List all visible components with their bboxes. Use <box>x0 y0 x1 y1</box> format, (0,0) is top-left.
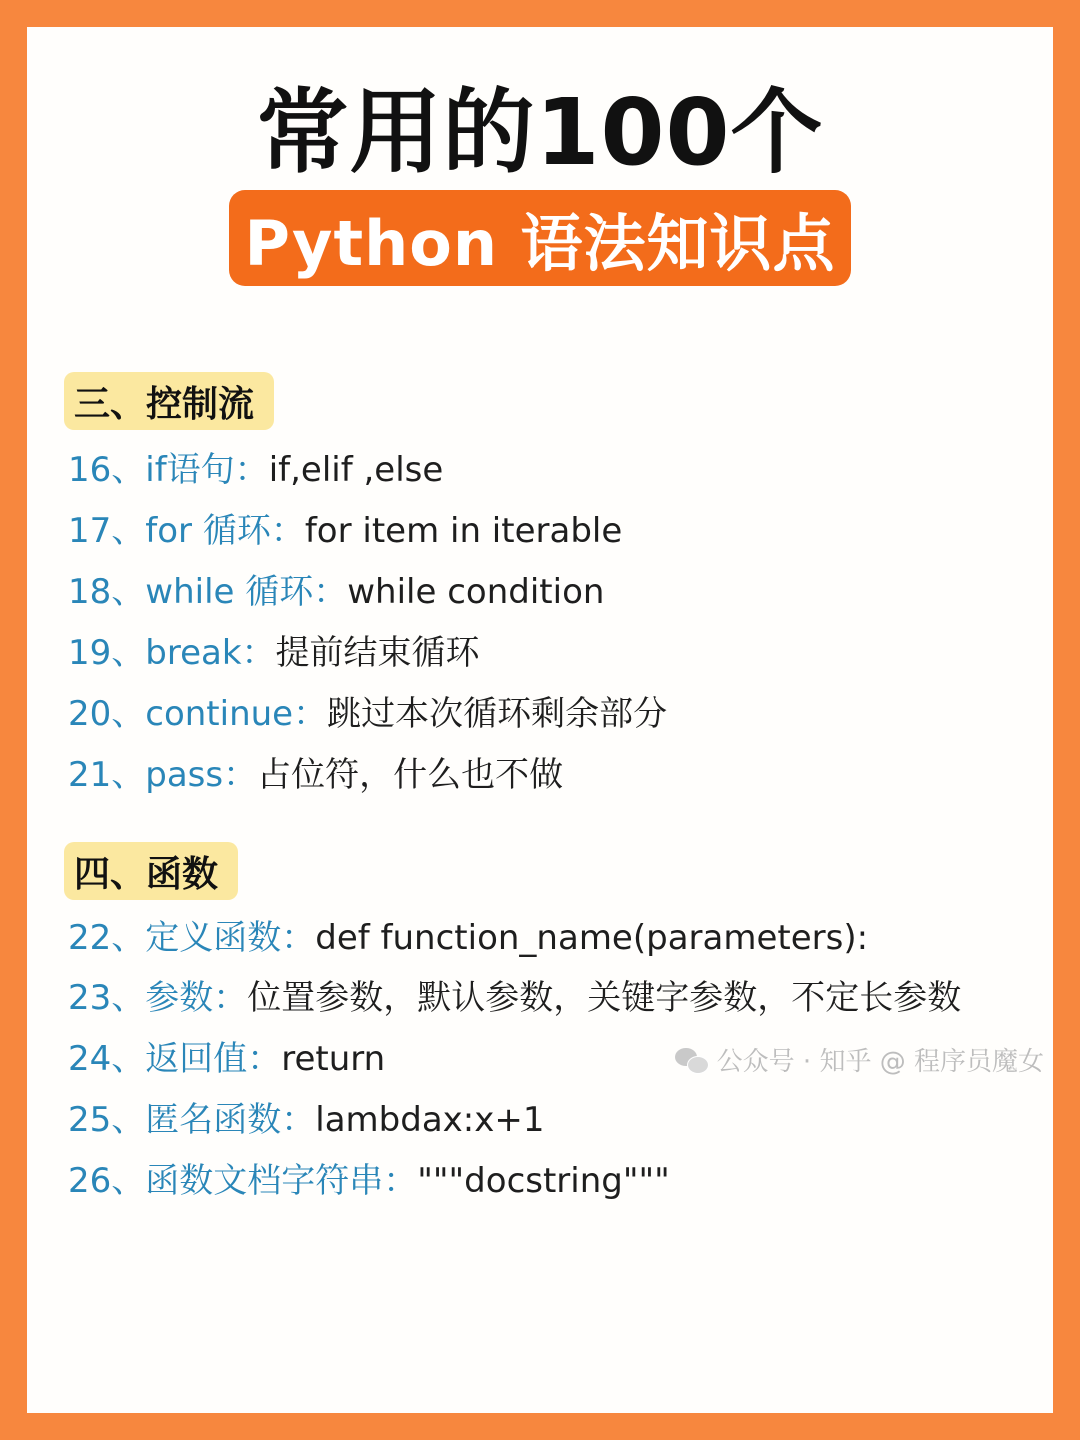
item-value: 占位符，什么也不做 <box>257 755 564 795</box>
section-heading-control-flow: 三、控制流 <box>64 372 274 430</box>
item-value: """docstring""" <box>417 1161 670 1201</box>
item-value: if,elif ,else <box>268 450 444 490</box>
item-key: 21、pass： <box>68 755 258 795</box>
item-key: 16、if语句： <box>68 450 269 490</box>
list-item <box>68 1097 544 1143</box>
item-key: 17、for 循环： <box>68 511 305 551</box>
item-key: 22、定义函数： <box>68 918 316 958</box>
item-key: 23、参数： <box>68 978 248 1018</box>
item-value: def function_name(parameters): <box>315 918 869 958</box>
item-key: 20、continue： <box>68 694 328 734</box>
item-key: 18、while 循环： <box>68 572 348 612</box>
item-value: 提前结束循环 <box>275 633 480 673</box>
list-item <box>68 1158 670 1204</box>
page-title: 常用的100个 <box>256 79 824 186</box>
page-subtitle: Python 语法知识点 <box>244 206 836 280</box>
watermark-text: 公众号 · 知乎 @ 程序员魔女 <box>716 1047 1044 1077</box>
list-item <box>68 752 563 798</box>
section-heading-functions: 四、函数 <box>64 842 238 900</box>
item-value: while condition <box>347 572 605 612</box>
item-value: 位置参数，默认参数，关键字参数，不定长参数 <box>247 978 962 1018</box>
item-key: 24、返回值： <box>68 1039 282 1079</box>
subtitle-banner <box>229 190 851 286</box>
list-item <box>68 508 622 554</box>
list-item <box>68 915 868 961</box>
item-key: 19、break： <box>68 633 276 673</box>
list-item <box>68 691 667 737</box>
item-value: lambdax:x+1 <box>315 1100 545 1140</box>
list-item <box>68 630 480 676</box>
list-item <box>68 1036 385 1082</box>
item-key: 26、函数文档字符串： <box>68 1161 418 1201</box>
list-item <box>68 975 961 1021</box>
wechat-icon <box>675 1046 709 1074</box>
watermark-container <box>675 1041 1044 1078</box>
item-key: 25、匿名函数： <box>68 1100 316 1140</box>
item-value: return <box>281 1039 386 1079</box>
item-value: for item in iterable <box>304 511 623 551</box>
item-value: 跳过本次循环剩余部分 <box>327 694 668 734</box>
list-item <box>68 447 443 493</box>
list-item <box>68 569 604 615</box>
